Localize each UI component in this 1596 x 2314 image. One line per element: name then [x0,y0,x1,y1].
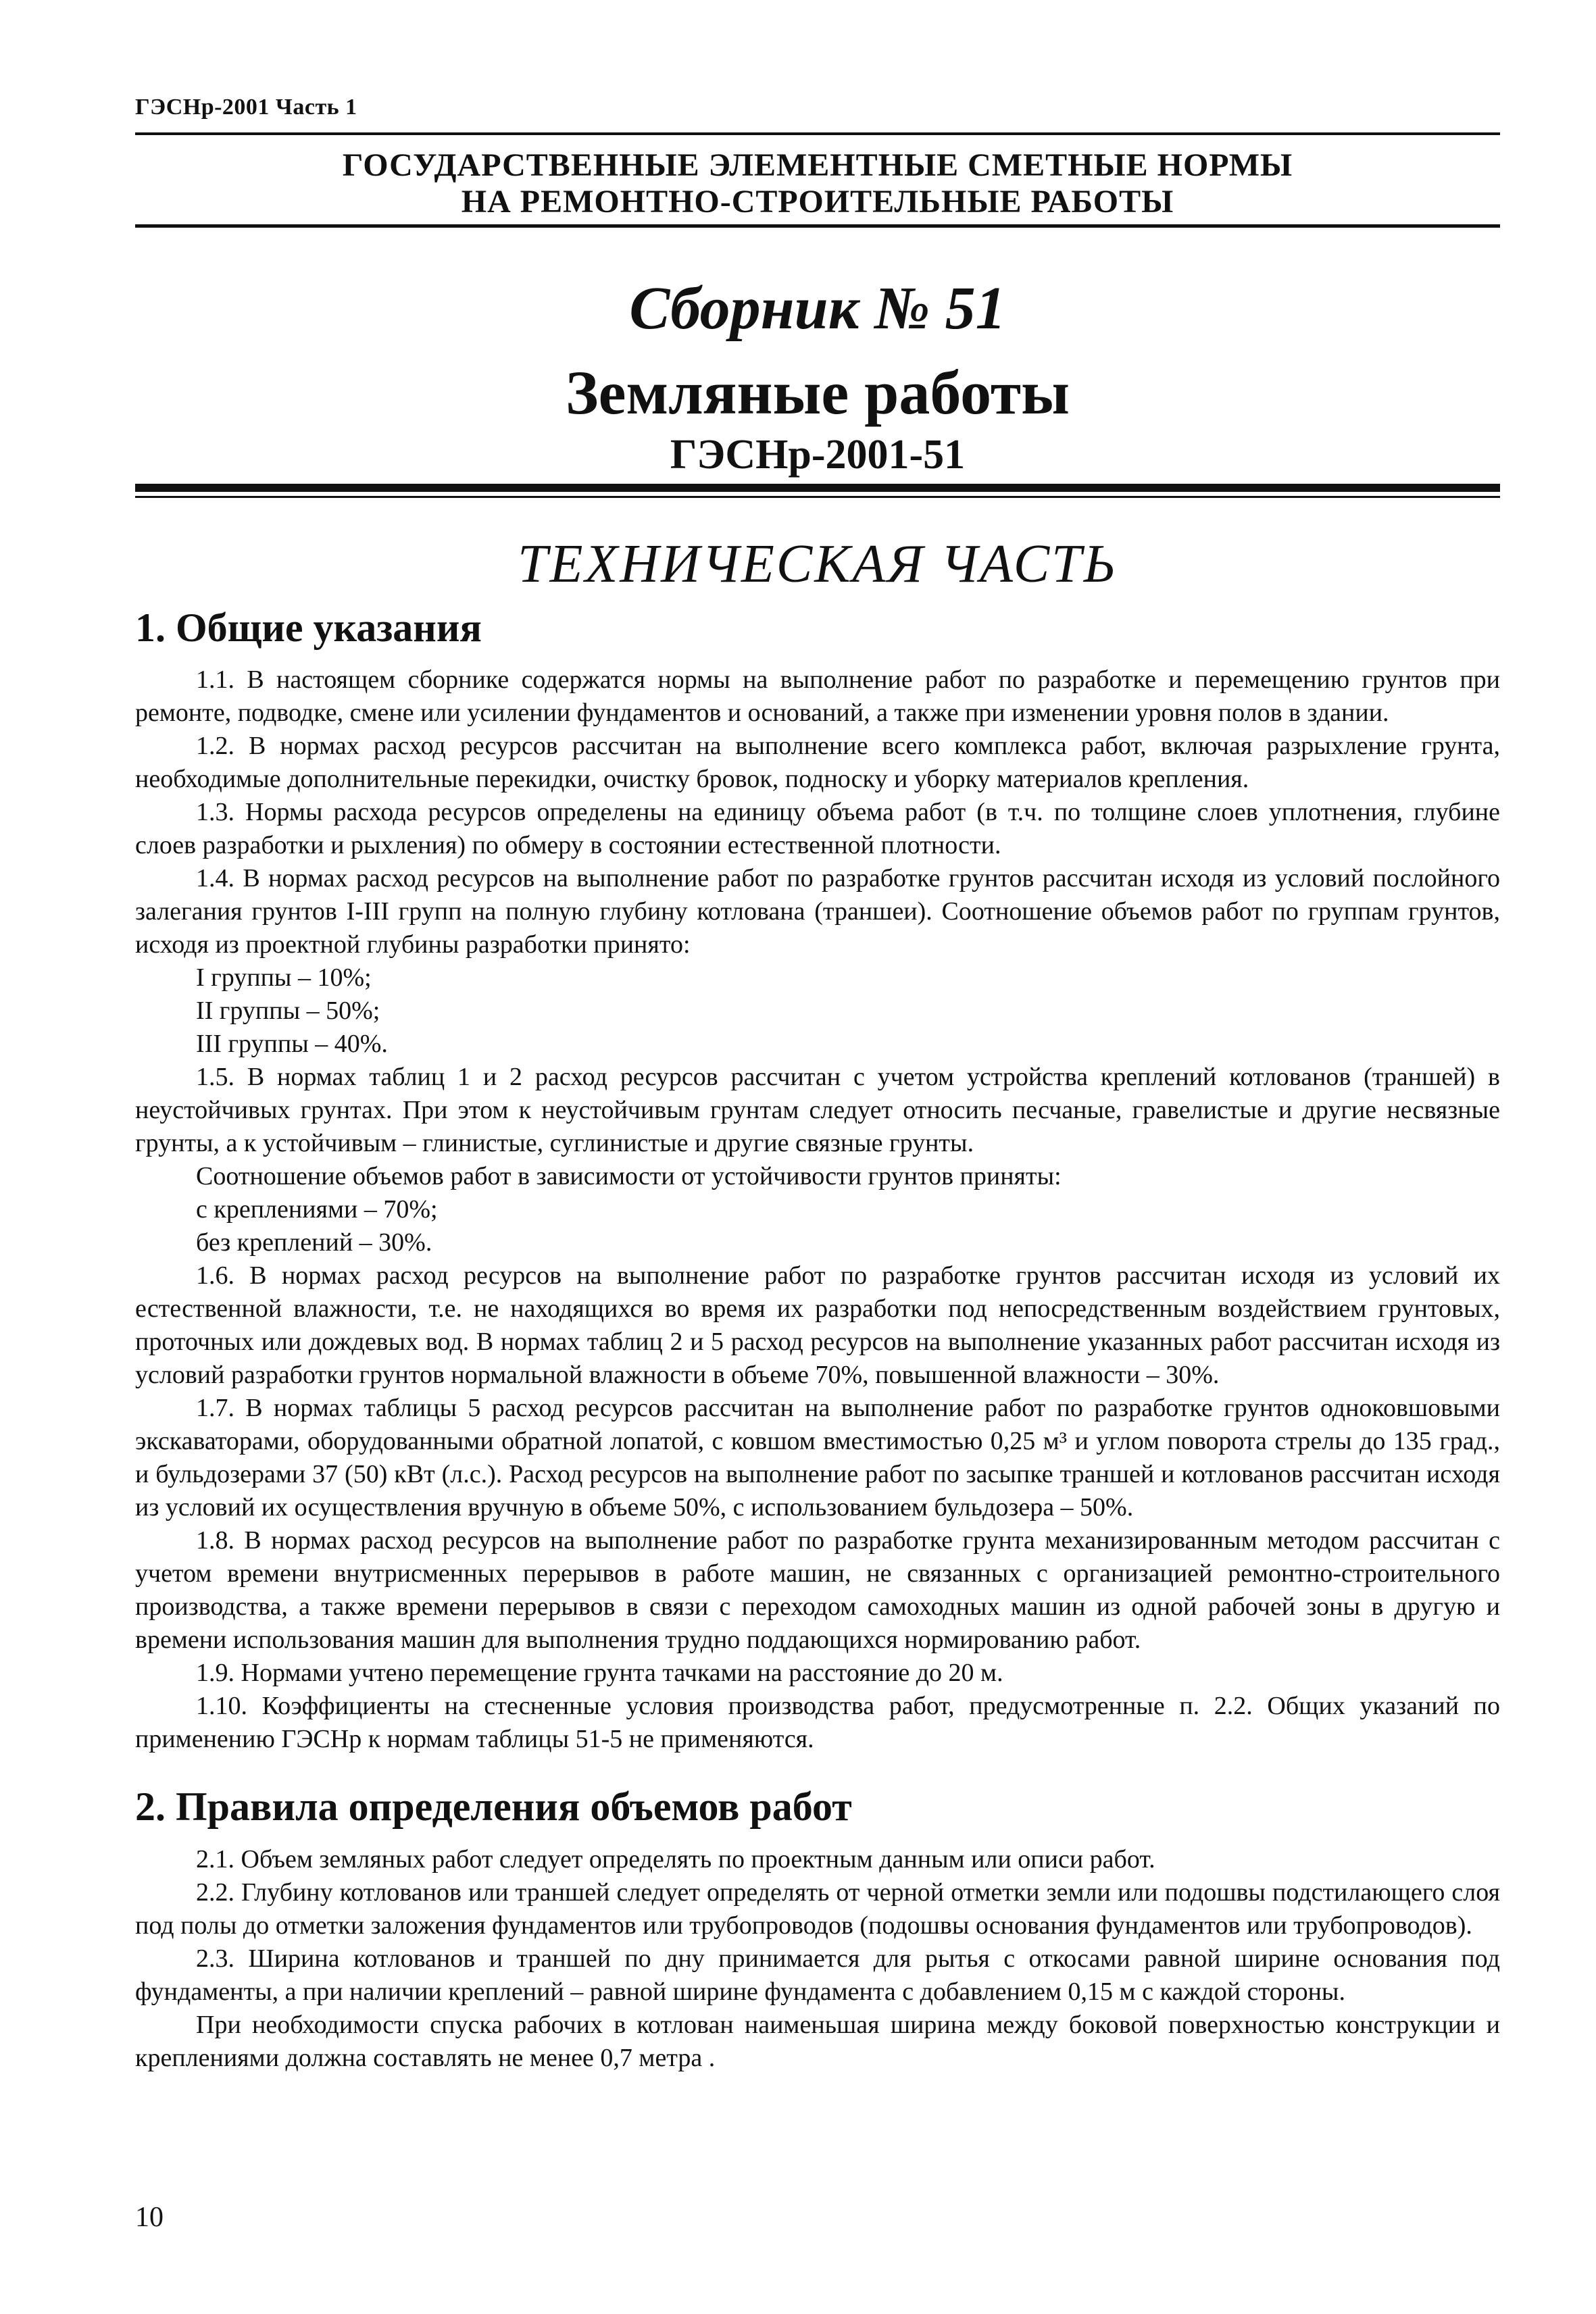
paragraph-1-4: 1.4. В нормах расход ресурсов на выполнение работ по разработке грунтов рассчитан исходя из условий послойного залегания грунтов I-III групп на полную глубину котлована (траншеи). Соотношение объемов работ по группам грунтов, исходя из проектной глубины разработки принято: [135,864,1500,959]
collection-number: Сборник № 51 [629,275,1006,342]
section-2-heading: 2. Правила определения объемов работ [135,1784,852,1829]
running-head: ГЭСНр-2001 Часть 1 [135,95,357,120]
paragraph-2-3-note: При необходимости спуска рабочих в котлован наименьшая ширина между боковой поверхностью конструкции и креплениями должна составлять не менее 0,7 метра . [135,2011,1500,2072]
collection-title: Земляные работы [566,358,1070,427]
paragraph-1-7: 1.7. В нормах таблицы 5 расход ресурсов рассчитан на выполнение работ по разработке грунтов одноковшовыми экскаваторами, оборудованными обратной лопатой, с ковшом вместимостью 0,25 м³ и углом поворота стрелы до 135 град., и бульдозерами 37 (50) кВт (л.с.). Расход ресурсов на выполнение работ по засыпке траншей и котлованов рассчитан исходя из условий их осуществления вручную в объеме 50%, с использованием бульдозера – 50%. [135,1394,1500,1521]
soil-group-1-share: I группы – 10%; [196,963,372,992]
soil-group-3-share: III группы – 40%. [196,1030,388,1058]
section-1-body [135,663,1500,1756]
paragraph-1-6: 1.6. В нормах расход ресурсов на выполнение работ по разработке грунтов рассчитан исходя из условий их естественной влажности, т.е. не находящихся во время их разработки под непосредственным воздействием грунтовых, проточных или дождевых вод. В нормах таблиц 2 и 5 расход ресурсов на выполнение указанных работ рассчитан исходя из условий разработки грунтов нормальной влажности в объеме 70%, повышенной влажности – 30%. [135,1261,1500,1389]
title-block-thick-rule [135,484,1500,492]
title-block-thin-rule [135,496,1500,498]
soil-group-2-share: II группы – 50%; [196,997,380,1025]
paragraph-1-3: 1.3. Нормы расхода ресурсов определены на единицу объема работ (в т.ч. по толщине слоев уплотнения, глубине слоев разработки и рыхления) по обмеру в состоянии естественной плотности. [135,798,1500,859]
series-title-line-2: НА РЕМОНТНО-СТРОИТЕЛЬНЫЕ РАБОТЫ [461,184,1174,220]
paragraph-1-9: 1.9. Нормами учтено перемещение грунта тачками на расстояние до 20 м. [196,1659,1003,1687]
paragraph-1-8: 1.8. В нормах расход ресурсов на выполнение работ по разработке грунта механизированным методом рассчитан с учетом времени внутрисменных перерывов в работе машин, не связанных с организацией ремонтно-строительного производства, а также времени перерывов в связи с переходом самоходных машин из одной рабочей зоны в другую и времени использования машин для выполнения трудно поддающихся нормированию работ. [135,1526,1500,1654]
series-title-rule [135,224,1500,228]
collection-code: ГЭСНр-2001-51 [670,432,966,478]
paragraph-2-3: 2.3. Ширина котлованов и траншей по дну принимается для рытья с откосами равной ширине основания под фундаменты, а при наличии креплений – равной ширине фундамента с добавлением 0,15 м с каждой стороны. [135,1944,1500,2006]
page-number: 10 [135,2202,164,2233]
series-title-line-1: ГОСУДАРСТВЕННЫЕ ЭЛЕМЕНТНЫЕ СМЕТНЫЕ НОРМЫ [342,147,1293,183]
without-supports-share: без креплений – 30%. [196,1228,432,1257]
series-title [135,147,1500,220]
paragraph-2-1: 2.1. Объем земляных работ следует определять по проектным данным или описи работ. [196,1845,1155,1873]
paragraph-1-2: 1.2. В нормах расход ресурсов рассчитан на выполнение всего комплекса работ, включая разрыхление грунта, необходимые дополнительные перекидки, очистку бровок, подноску и уборку материалов крепления. [135,732,1500,793]
paragraph-1-1: 1.1. В настоящем сборнике содержатся нормы на выполнение работ по разработке и перемещению грунтов при ремонте, подводке, смене или усилении фундаментов и оснований, а также при изменении уровня полов в здании. [135,665,1500,727]
technical-part-title: ТЕХНИЧЕСКАЯ ЧАСТЬ [518,534,1118,594]
section-2-body [135,1843,1500,2075]
paragraph-1-5-ratio: Соотношение объемов работ в зависимости от устойчивости грунтов приняты: [196,1162,1062,1190]
paragraph-1-5: 1.5. В нормах таблиц 1 и 2 расход ресурсов рассчитан с учетом устройства креплений котлованов (траншей) в неустойчивых грунтах. При этом к неустойчивым грунтам следует относить песчаные, гравелистые и другие несвязные грунты, а к устойчивым – глинистые, суглинистые и другие связные грунты. [135,1063,1500,1157]
header-rule [135,132,1500,135]
paragraph-1-10: 1.10. Коэффициенты на стесненные условия производства работ, предусмотренные п. 2.2. Общих указаний по применению ГЭСНр к нормам таблицы 51-5 не применяются. [135,1692,1500,1753]
paragraph-2-2: 2.2. Глубину котлованов или траншей следует определять от черной отметки земли или подошвы подстилающего слоя под полы до отметки заложения фундаментов или трубопроводов (подошвы основания фундаментов или трубопроводов). [135,1878,1500,1940]
with-supports-share: с креплениями – 70%; [196,1195,438,1224]
section-1-heading: 1. Общие указания [135,605,482,650]
